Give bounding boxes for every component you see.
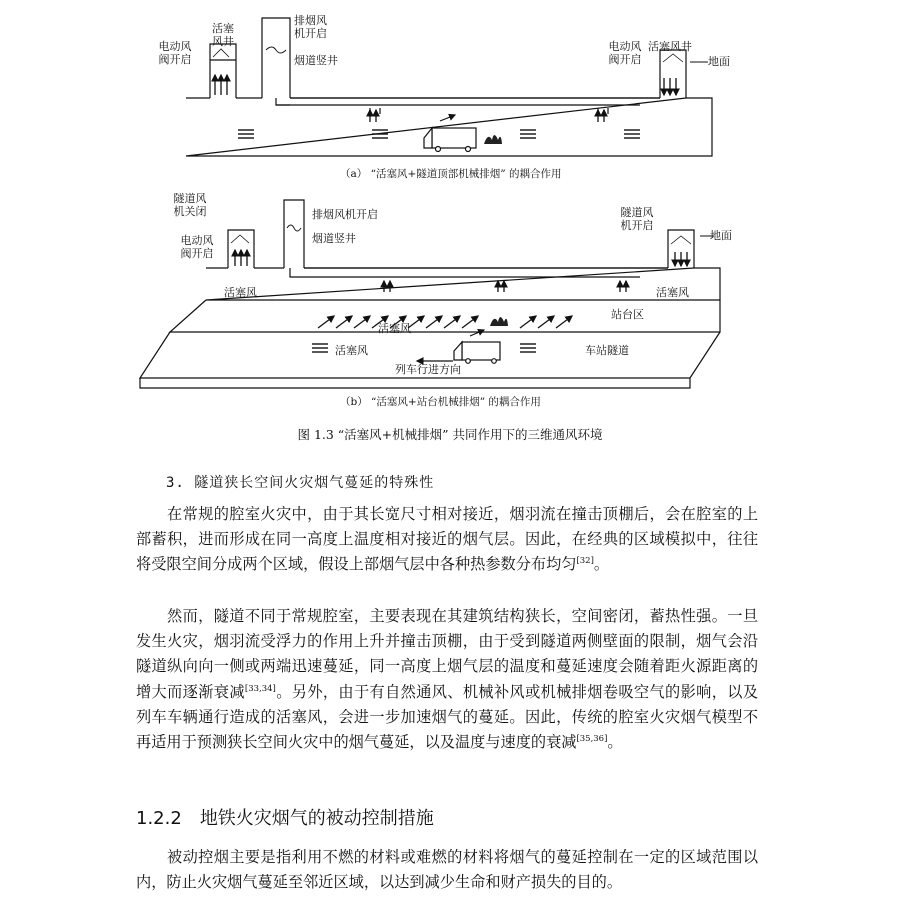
section-heading [136,804,434,830]
label-ground-a: 地面 [708,55,730,68]
subsection-heading: 3. 隧道狭长空间火灾烟气蔓延的特殊性 [166,475,435,491]
label-tunnel-fan-on: 隧道风 机开启 [620,206,654,232]
label-piston-shaft-right-a: 活塞风井 [648,40,692,53]
label-motor-damper-right-a: 电动风 阀开启 [608,40,642,66]
label-smoke-shaft-a: 烟道竖井 [294,54,338,67]
label-smoke-shaft-b: 烟道竖井 [312,232,356,245]
label-tunnel-fan-off: 隧道风 机关闭 [173,192,207,218]
label-piston-wind-left: 活塞风 [224,286,257,299]
label-platform-area: 站台区 [611,308,644,321]
fire-a [484,135,502,144]
label-station-tunnel: 车站隧道 [585,344,629,357]
caption-a: （a） “活塞风+隧道顶部机械排烟” 的耦合作用 [340,168,562,180]
label-piston-shaft-a: 活塞 风井 [212,22,234,48]
paragraph-1: 在常规的腔室火灾中，由于其长宽尺寸相对接近，烟羽流在撞击顶棚后，会在腔室的上部蓄积，进而形成在同一高度上温度相对接近的烟气层。因此，在经典的区域模拟中，往往将受限空间分成两个区域，假设上部烟气层中各种热参数分布均匀[32]。 [136,505,758,574]
label-piston-wind-mid: 活塞风 [378,322,411,335]
label-exhaust-fan-b: 排烟风机开启 [312,208,378,221]
label-piston-wind-low: 活塞风 [335,344,368,357]
fire-b [490,317,508,326]
caption-b: （b） “活塞风+站台机械排烟” 的耦合作用 [340,396,541,408]
label-piston-wind-right: 活塞风 [656,286,689,299]
label-motor-damper-b: 电动风 阀开启 [180,234,214,260]
label-ground-b: 地面 [710,229,732,242]
label-exhaust-fan-a: 排烟风 机开启 [294,14,327,40]
figure-caption: 图 1.3 “活塞风+机械排烟” 共同作用下的三维通风环境 [297,427,603,442]
section-title: 地铁火灾烟气的被动控制措施 [199,808,434,829]
train-a [424,128,476,152]
train-b [454,342,500,363]
label-motor-damper-a: 电动风 阀开启 [158,40,192,66]
section-number: 1.2.2 [136,808,182,829]
label-train-direction: 列车行进方向 [395,363,461,376]
paragraph-3: 被动控烟主要是指利用不燃的材料或难燃的材料将烟气的蔓延控制在一定的区域范围以内，防止火灾烟气蔓延至邻近区域，以达到减少生命和财产损失的目的。 [136,848,758,892]
paragraph-2: 然而，隧道不同于常规腔室，主要表现在其建筑结构狭长，空间密闭，蓄热性强。一旦发生火灾，烟羽流受浮力的作用上升并撞击顶棚，由于受到隧道两侧壁面的限制，烟气会沿隧道纵向向一侧或两端迅速蔓延，同一高度上烟气层的温度和蔓延速度会随着距火源距离的增大而逐渐衰减[33,34]。另外，由于有自然通风、机械补风或机械排烟卷吸空气的影响，以及列车车辆通行造成的活塞风，会进一步加速烟气的蔓延。因此，传统的腔室火灾烟气模型不再适用于预测狭长空间火灾中的烟气蔓延，以及温度与速度的衰减[35,36]。 [136,607,759,752]
